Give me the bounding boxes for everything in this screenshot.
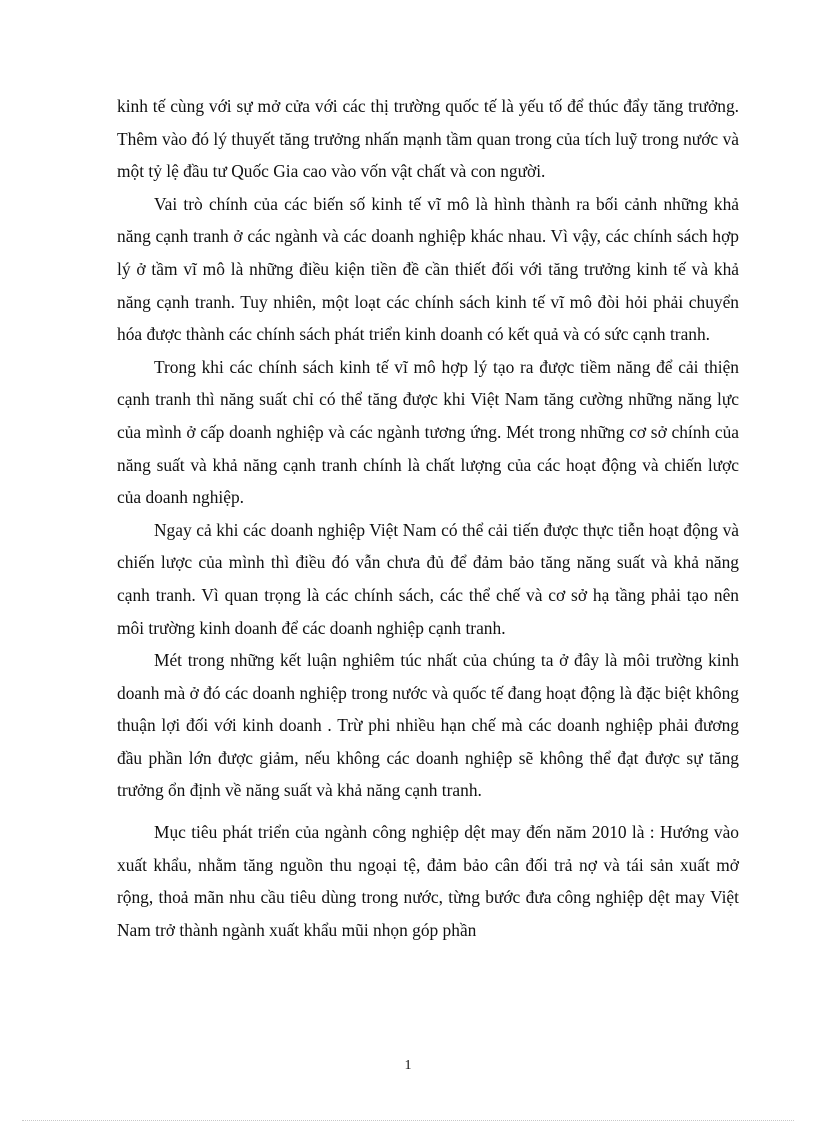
page-bottom-edge <box>22 1120 794 1121</box>
body-text <box>117 90 739 946</box>
paragraph-1: kinh tế cùng với sự mở cửa với các thị trường quốc tế là yếu tố để thúc đẩy tăng trưởng. Thêm vào đó lý thuyết tăng trưởng nhấn mạnh tầm quan trong của tích luỹ trong nước và một tỷ lệ đầu tư Quốc Gia cao vào vốn vật chất và con người. <box>117 96 739 182</box>
paragraph-2: Vai trò chính của các biến số kinh tế vĩ mô là hình thành ra bối cảnh những khả năng cạnh tranh ở các ngành và các doanh nghiệp khác nhau. Vì vậy, các chính sách hợp lý ở tầm vĩ mô là những điều kiện tiền đề cần thiết đối với tăng trưởng kinh tế và khả năng cạnh tranh. Tuy nhiên, một loạt các chính sách kinh tế vĩ mô đòi hỏi phải chuyển hóa được thành các chính sách phát triển kinh doanh có kết quả và có sức cạnh tranh. <box>117 193 739 345</box>
paragraph-4: Ngay cả khi các doanh nghiệp Việt Nam có thể cải tiến được thực tiễn hoạt động và chiến lược của mình thì điều đó vẫn chưa đủ để đảm bảo tăng năng suất và khả năng cạnh tranh. Vì quan trọng là các chính sách, các thể chế và cơ sở hạ tầng phải tạo nên môi trường kinh doanh để các doanh nghiệp cạnh tranh. <box>117 519 739 638</box>
page-number: 1 <box>404 1058 412 1073</box>
paragraph-5: Mét trong những kết luận nghiêm túc nhất của chúng ta ở đây là môi trường kinh doanh mà ở đó các doanh nghiệp trong nước và quốc tế đang hoạt động là đặc biệt không thuận lợi đối với kinh doanh . Trừ phi nhiều hạn chế mà các doanh nghiệp phải đương đầu phần lớn được giảm, nếu không các doanh nghiệp sẽ không thể đạt được sự tăng trưởng ổn định về năng suất và khả năng cạnh tranh. <box>117 650 739 801</box>
paragraph-6: Mục tiêu phát triển của ngành công nghiệp dệt may đến năm 2010 là : Hướng vào xuất khẩu, nhằm tăng nguồn thu ngoại tệ, đảm bảo cân đối trả nợ và tái sản xuất mở rộng, thoả mãn nhu cầu tiêu dùng trong nước, từng bước đưa công nghiệp dệt may Việt Nam trở thành ngành xuất khẩu mũi nhọn góp phần <box>117 822 739 940</box>
paragraph-3: Trong khi các chính sách kinh tế vĩ mô hợp lý tạo ra được tiềm năng để cải thiện cạnh tranh thì năng suất chỉ có thể tăng được khi Việt Nam tăng cường những năng lực của mình ở cấp doanh nghiệp và các ngành tương ứng. Mét trong những cơ sở chính của năng suất và khả năng cạnh tranh chính là chất lượng của các hoạt động và chiến lược của doanh nghiệp. <box>117 356 739 508</box>
